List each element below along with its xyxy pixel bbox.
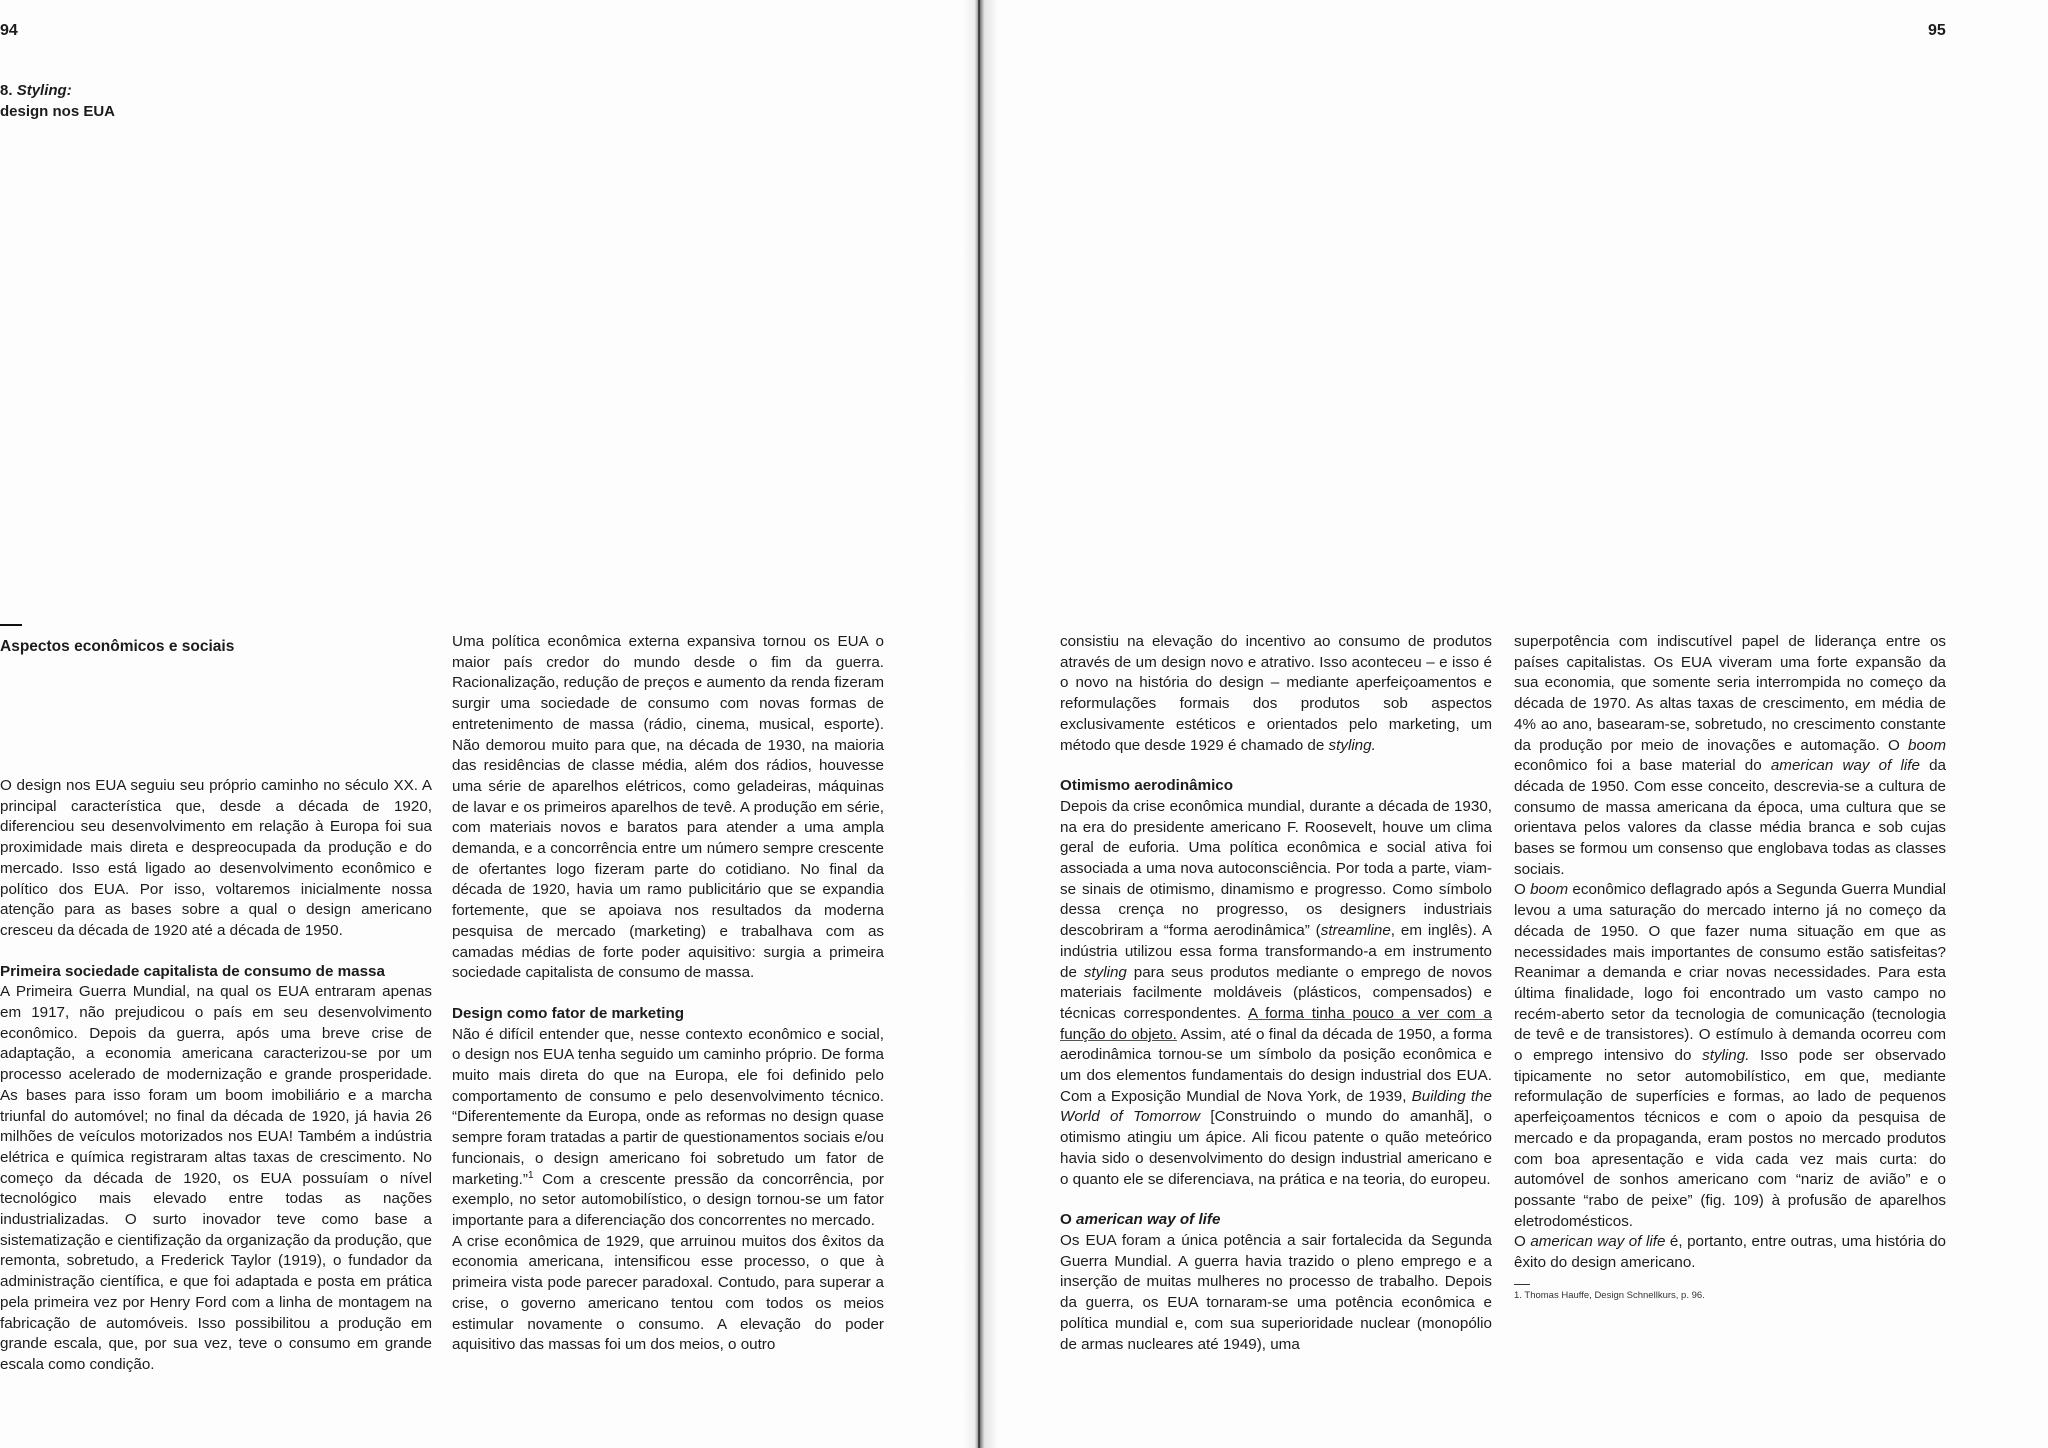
text-run: O xyxy=(1060,1211,1077,1229)
chapter-title: Styling: xyxy=(16,82,72,99)
text-run: consistiu na elevação do incentivo ao consumo de produtos através de um design novo e atrativo. Isso aconteceu – e isso é o novo na história do design – mediante aperfeiçoamentos e reformulações formais dos produtos sob aspectos exclusivamente estéticos e orientados pelo marketing, um método que desde 1929 é chamado de xyxy=(1060,633,1492,754)
paragraph xyxy=(1060,797,1492,1190)
text-run: econômico foi a base material do xyxy=(1514,757,1771,775)
footnote: 1. Thomas Hauffe, Design Schnellkurs, p. 96. xyxy=(1514,1289,1705,1301)
quote-text: Não é difícil entender que, nesse contexto econômico e social, o design nos EUA tenha seguido um caminho próprio. De forma muito mais direta do que na Europa, ele foi definido pelo comportamento de consumo e pelo desenvolvimento técnico. “Diferentemente da Europa, onde as reformas no design quase sempre foram tratadas a partir de questionamentos sociais e/ou funcionais, o design americano foi sobretudo um fator de marketing.” xyxy=(452,1025,884,1188)
text-run: econômico deflagrado após a Segunda Guerra Mundial levou a uma saturação do mercado interno já no começo da década de 1950. O que fazer numa situação em que as necessidades mais importantes de consumo estão satisfeitas? Reanimar a demanda e criar novas necessidades. Para esta última finalidade, logo foi encontrado um vasto campo no recém-aberto setor da tecnologia de comunicação (tecnologia de tevê e de transistores). O estímulo à demanda ocorreu com o emprego intensivo do xyxy=(1514,881,1946,1065)
column-1 xyxy=(0,776,432,1376)
emphasis: styling xyxy=(1083,963,1127,981)
emphasis: Building the World of Tomorrow xyxy=(1060,1087,1492,1126)
text-run: Assim, até o final da década de 1950, a forma aerodinâmica tornou-se um símbolo da posição econômica e um dos elementos fundamentais do design industrial dos EUA. Com a Exposição Mundial de Nova York, de 1939, xyxy=(1060,1025,1492,1105)
chapter-heading xyxy=(0,80,115,122)
column-2 xyxy=(452,632,884,1356)
emphasis: american way of life xyxy=(1076,1211,1221,1229)
text-run: O xyxy=(1514,1233,1531,1251)
text-run: para seus produtos mediante o emprego de novos materiais facilmente moldáveis (plásticos, compensados) e técnicas correspondentes. xyxy=(1060,963,1492,1022)
paragraph xyxy=(452,1025,884,1232)
book-spine-line xyxy=(978,0,980,1448)
column-3 xyxy=(1060,632,1492,1355)
section-title: Aspectos econômicos e sociais xyxy=(0,638,235,655)
emphasis: styling. xyxy=(1702,1047,1750,1065)
emphasis: american way of life xyxy=(1770,757,1920,775)
emphasis: styling. xyxy=(1328,736,1376,754)
paragraph: A Primeira Guerra Mundial, na qual os EUA entraram apenas em 1917, não prejudicou o país em seu desenvolvimento econômico. Depois da guerra, após uma breve crise de adaptação, a economia americana caracterizou-se por um processo acelerado de modernização e grande prosperidade. As bases para isso foram um boom imobiliário e a marcha triunfal do automóvel; no final da década de 1920, já havia 26 milhões de veículos motorizados nos EUA! Também a indústria elétrica e química registraram altas taxas de crescimento. No começo da década de 1920, os EUA possuíam o nível tecnológico mais elevado entre todas as nações industrializadas. O surto inovador teve como base a sistematização e cientifização da organização da produção, que remonta, sobretudo, a Frederick Taylor (1919), o fundador da administração científica, e que foi adaptada e posta em prática pela primeira vez por Henry Ford com a linha de montagem na fabricação de automóveis. Isso possibilitou a produção em grande escala, que, por sua vez, teve o consumo em grande escala como condição. xyxy=(0,983,432,1373)
subheading: Otimismo aerodinâmico xyxy=(1060,777,1234,795)
text-run: [Construindo o mundo do amanhã], o otimismo atingiu um ápice. Ali ficou patente o quão meteórico havia sido o desenvolvimento do design industrial americano e o quanto ele se diferenciava, na prática e na teoria, do europeu. xyxy=(1060,1108,1492,1188)
paragraph xyxy=(1514,880,1946,1232)
emphasis: boom xyxy=(1530,881,1569,899)
text-run: Depois da crise econômica mundial, durante a década de 1930, na era do presidente americano F. Roosevelt, houve um clima geral de euforia. Uma política econômica e social ativa foi associada a uma nova autoconsciência. Por toda a parte, viam-se sinais de otimismo, dinamismo e progresso. Como símbolo dessa crença no progresso, os designers industriais descobriram a “forma aerodinâmica” ( xyxy=(1060,797,1492,940)
text-run: Com a crescente pressão da concorrência, por exemplo, no setor automobilístico, o design tornou-se um fator importante para a diferenciação dos concorrentes no mercado. xyxy=(452,1170,884,1229)
section-rule xyxy=(0,624,22,626)
book-gutter-shadow xyxy=(962,0,998,1448)
chapter-number: 8. xyxy=(0,82,13,99)
footnote-rule xyxy=(1514,1284,1530,1285)
subheading xyxy=(1060,1210,1492,1231)
text-run: é, portanto, entre outras, uma história do êxito do design americano. xyxy=(1514,1233,1946,1272)
text-run: Isso pode ser observado tipicamente no setor automobilístico, em que, mediante reformulação de superfícies e formas, ao lado de pequenos aperfeiçoamentos técnicos e com o apoio da pesquisa de mercado e da propaganda, eram postos no mercado produtos com boa apresentação e vida cada vez mais curta: do automóvel de sonhos americano com “nariz de avião” e o possante “rabo de peixe” (fig. 109) à profusão de aparelhos eletrodomésticos. xyxy=(1514,1047,1946,1230)
paragraph: O design nos EUA seguiu seu próprio caminho no século XX. A principal característica que, desde a década de 1920, diferenciou seu desenvolvimento em relação à Europa foi sua proximidade mais direta e despreocupada da produção e do mercado. Isso está ligado ao desenvolvimento econômico e político dos EUA. Por isso, voltaremos inicialmente nossa atenção para as bases sobre a qual o design americano cresceu da década de 1920 até a década de 1950. xyxy=(0,777,432,939)
emphasis: streamline xyxy=(1320,922,1391,940)
paragraph: A crise econômica de 1929, que arruinou muitos dos êxitos da economia americana, intensificou esse processo, o que à primeira vista pode parecer paradoxal. Contudo, para superar a crise, o governo americano tentou com todos os meios estimular novamente o consumo. A elevação do poder aquisitivo das massas foi um dos meios, o outro xyxy=(452,1232,884,1354)
footnote-ref: 1 xyxy=(527,1169,534,1181)
paragraph: Os EUA foram a única potência a sair fortalecida da Segunda Guerra Mundial. A guerra havia trazido o pleno emprego e a inserção de muitas mulheres no processo de trabalho. Depois da guerra, os EUA tornaram-se uma potência econômica e política mundial e, com sua superioridade nuclear (monopólio de armas nucleares até 1949), uma xyxy=(1060,1231,1492,1353)
chapter-title-line xyxy=(0,80,115,101)
page-number-right: 95 xyxy=(1928,22,1946,39)
page-number-left: 94 xyxy=(0,22,18,39)
text-run: , em inglês). A indústria utilizou essa forma transformando-a em instrumento de xyxy=(1060,922,1492,981)
paragraph xyxy=(1060,632,1492,756)
chapter-subtitle: design nos EUA xyxy=(0,103,116,120)
paragraph xyxy=(1514,1232,1946,1273)
text-run: O xyxy=(1514,881,1531,899)
text-run: superpotência com indiscutível papel de liderança entre os países capitalistas. Os EUA viveram uma forte expansão da sua economia, que somente seria interrompida no começo da década de 1970. As altas taxas de crescimento, em média de 4% ao ano, basearam-se, sobretudo, no crescimento constante da produção por meio de inovações e automação. O xyxy=(1514,633,1946,754)
paragraph xyxy=(1514,632,1946,880)
handwritten-underline: A forma tinha pouco a ver com a função do objeto. xyxy=(1060,1004,1492,1043)
subheading: Primeira sociedade capitalista de consumo de massa xyxy=(0,962,385,980)
text-run: da década de 1950. Com esse conceito, descrevia-se a cultura de consumo de massa americana da época, uma cultura que se orientava pelos valores da classe média branca e sob cujas bases se formou um consenso que englobava todas as classes sociais. xyxy=(1514,757,1947,878)
column-4 xyxy=(1514,632,1946,1302)
emphasis: boom xyxy=(1908,736,1946,754)
emphasis: american way of life xyxy=(1530,1233,1666,1251)
subheading: Design como fator de marketing xyxy=(452,1004,685,1022)
paragraph: Uma política econômica externa expansiva tornou os EUA o maior país credor do mundo desde o fim da guerra. Racionalização, redução de preços e aumento da renda fizeram surgir uma sociedade de consumo com novas formas de entretenimento de massa (rádio, cinema, musical, esporte). Não demorou muito para que, na década de 1930, na maioria das residências de classe média, além dos rádios, houvesse uma série de aparelhos elétricos, como geladeiras, máquinas de lavar e os primeiros aparelhos de tevê. A produção em série, com materiais novos e baratos para atender a uma ampla demanda, e a concorrência entre um número sempre crescente de ofertantes logo fizeram parte do cotidiano. No final da década de 1920, havia um ramo publicitário que se expandia fortemente, que se apoiava nos resultados da moderna pesquisa de mercado (marketing) e trabalhava com as camadas médias de forte poder aquisitivo: surgia a primeira sociedade capitalista de consumo de massa. xyxy=(452,633,884,982)
